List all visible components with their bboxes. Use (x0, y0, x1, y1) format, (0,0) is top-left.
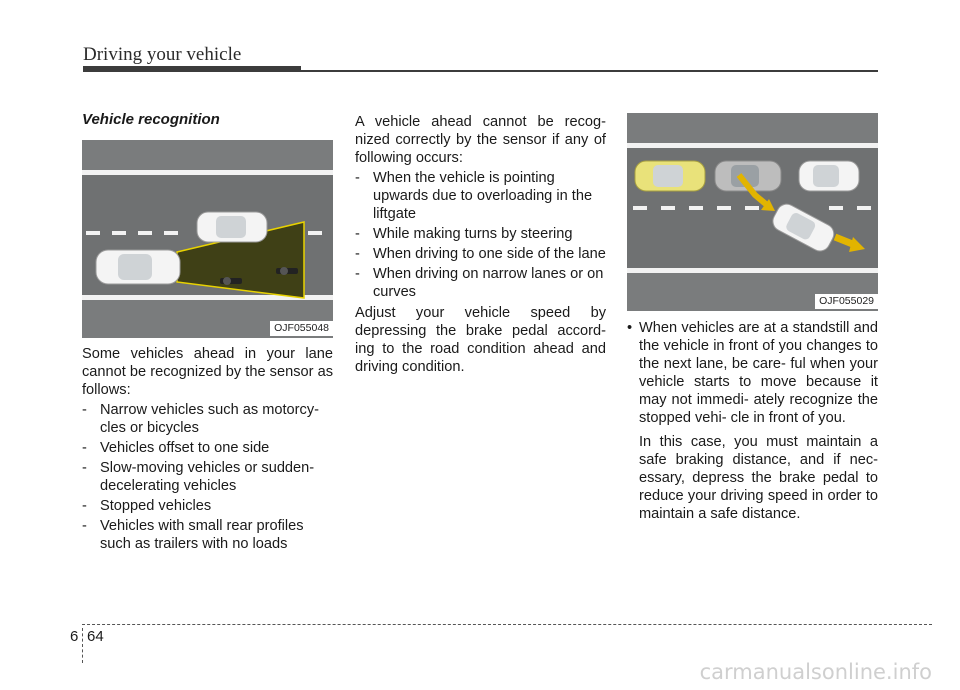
figure-lane-change (627, 113, 878, 311)
list-item: - Vehicles with small rear profiles such as trailers with no loads (82, 518, 304, 552)
chapter-number: 6 (70, 628, 79, 645)
figure-code: OJF055029 (815, 294, 878, 309)
road-illustration (82, 140, 333, 338)
column-right (627, 110, 878, 523)
bullet-icon: • (627, 320, 633, 336)
header-rule (83, 70, 878, 72)
unrecognized-vehicle-list (82, 401, 333, 553)
list-item: - When driving to one side of the lane (355, 246, 606, 262)
figure-code: OJF055048 (270, 321, 333, 336)
list-item: - While making turns by steering (355, 226, 573, 242)
page-header-title: Driving your vehicle (83, 44, 242, 65)
list-item: - Stopped vehicles (82, 498, 212, 514)
section-heading: Vehicle recognition (82, 111, 220, 128)
page-number: 64 (87, 628, 104, 645)
list-item: - When the vehicle is pointing upwards due to overloading in the liftgate (355, 170, 593, 222)
conditions-list (355, 169, 606, 301)
followup-paragraph: In this case, you must maintain a safe braking distance, and if nec- essary, depress the brake pedal to reduce your driving speed in order to maintain a safe distance. (639, 434, 878, 522)
ego-car-icon (96, 250, 180, 284)
intro-paragraph: Some vehicles ahead in your lane cannot be recognized by the sensor as follows: (82, 346, 333, 398)
list-item: - Vehicles offset to one side (82, 440, 270, 456)
list-item: - When driving on narrow lanes or on curves (355, 266, 604, 300)
ego-car-icon (635, 161, 705, 191)
advice-paragraph: Adjust your vehicle speed by depressing the brake pedal accord- ing to the road condition ahead and driving condition. (355, 305, 606, 375)
road-illustration (627, 113, 878, 311)
car-ahead-icon (197, 212, 267, 242)
footer-divider (82, 628, 83, 663)
column-middle (355, 114, 606, 376)
intro-paragraph: A vehicle ahead cannot be recog- nized correctly by the sensor if any of following occurs: (355, 114, 606, 166)
car-ahead-icon (799, 161, 859, 191)
watermark: carmanualsonline.info (699, 660, 932, 684)
list-item: - Slow-moving vehicles or sudden- decelerating vehicles (82, 460, 315, 494)
footer-rule (82, 624, 932, 625)
list-item: - Narrow vehicles such as motorcy- cles or bicycles (82, 402, 319, 436)
bullet-item: • When vehicles are at a standstill and the vehicle in front of you changes to the next lane, be care- ful when your vehicle starts to move because it may not immedi- ately recognize the stopped vehi- cle in front of you. (627, 320, 878, 426)
column-left (82, 110, 333, 555)
figure-vehicle-recognition (82, 140, 333, 338)
